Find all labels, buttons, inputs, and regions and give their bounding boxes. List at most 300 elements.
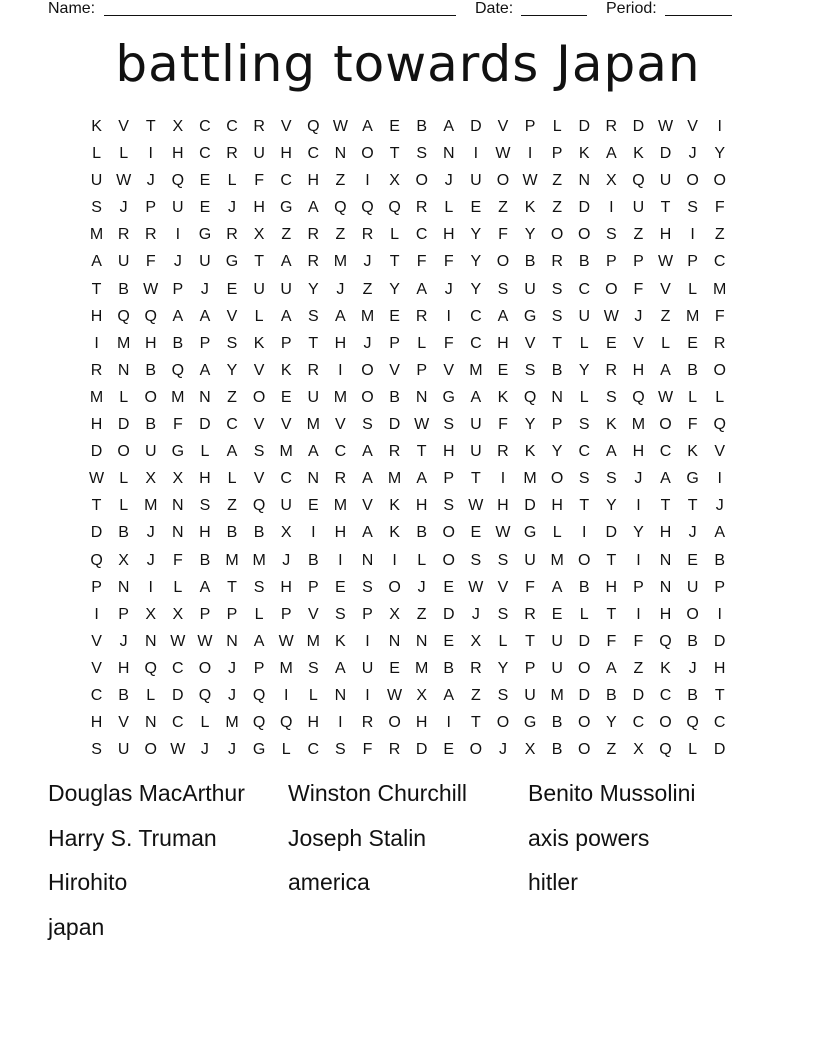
grid-letter[interactable]: P: [362, 605, 373, 623]
grid-letter[interactable]: S: [416, 145, 427, 163]
grid-letter[interactable]: R: [713, 334, 726, 352]
grid-letter[interactable]: J: [282, 551, 291, 569]
grid-letter[interactable]: V: [633, 334, 644, 352]
grid-letter[interactable]: U: [470, 416, 482, 434]
grid-letter[interactable]: J: [119, 632, 128, 650]
grid-letter[interactable]: G: [252, 741, 266, 759]
grid-letter[interactable]: Q: [713, 416, 726, 434]
grid-letter[interactable]: P: [389, 334, 400, 352]
grid-letter[interactable]: Q: [307, 118, 320, 135]
grid-letter[interactable]: O: [496, 714, 510, 732]
grid-letter[interactable]: L: [444, 199, 454, 217]
grid-letter[interactable]: C: [280, 172, 292, 190]
grid-letter[interactable]: K: [91, 118, 102, 135]
grid-letter[interactable]: A: [307, 443, 319, 461]
grid-letter[interactable]: P: [199, 605, 211, 623]
grid-letter[interactable]: I: [283, 686, 289, 704]
grid-letter[interactable]: E: [443, 741, 455, 759]
grid-letter[interactable]: L: [688, 280, 698, 298]
grid-letter[interactable]: L: [146, 686, 156, 704]
grid-letter[interactable]: L: [200, 443, 210, 461]
grid-letter[interactable]: C: [226, 118, 238, 135]
grid-letter[interactable]: J: [634, 307, 643, 325]
grid-letter[interactable]: I: [473, 145, 479, 163]
grid-letter[interactable]: N: [415, 388, 428, 406]
grid-letter[interactable]: M: [360, 307, 375, 325]
grid-letter[interactable]: N: [659, 578, 672, 596]
grid-letter[interactable]: Q: [198, 686, 212, 704]
grid-letter[interactable]: U: [551, 659, 563, 677]
grid-letter[interactable]: F: [443, 334, 454, 352]
grid-letter[interactable]: W: [657, 118, 674, 135]
grid-letter[interactable]: P: [145, 199, 157, 217]
grid-letter[interactable]: A: [199, 307, 211, 325]
grid-letter[interactable]: Q: [252, 497, 266, 515]
grid-letter[interactable]: Y: [551, 443, 563, 461]
grid-letter[interactable]: C: [172, 659, 184, 677]
grid-letter[interactable]: O: [713, 172, 726, 190]
grid-letter[interactable]: A: [714, 524, 726, 542]
grid-letter[interactable]: C: [578, 280, 591, 298]
grid-letter[interactable]: S: [199, 497, 211, 515]
grid-letter[interactable]: V: [524, 334, 536, 352]
grid-letter[interactable]: A: [280, 307, 292, 325]
grid-letter[interactable]: Z: [416, 605, 427, 623]
grid-letter[interactable]: V: [280, 118, 292, 135]
grid-letter[interactable]: W: [522, 172, 538, 190]
grid-letter[interactable]: O: [713, 361, 726, 379]
grid-letter[interactable]: V: [91, 659, 102, 677]
grid-letter[interactable]: O: [578, 741, 591, 759]
grid-letter[interactable]: G: [198, 226, 212, 244]
grid-letter[interactable]: O: [578, 226, 591, 244]
grid-letter[interactable]: B: [118, 524, 129, 542]
grid-letter[interactable]: A: [605, 443, 617, 461]
grid-letter[interactable]: L: [173, 578, 183, 596]
grid-letter[interactable]: D: [524, 497, 536, 515]
grid-letter[interactable]: F: [633, 280, 644, 298]
grid-letter[interactable]: R: [144, 226, 157, 244]
grid-letter[interactable]: J: [228, 741, 237, 759]
grid-letter[interactable]: S: [226, 334, 238, 352]
grid-letter[interactable]: S: [253, 578, 265, 596]
grid-letter[interactable]: B: [118, 686, 129, 704]
grid-letter[interactable]: J: [363, 334, 372, 352]
grid-letter[interactable]: R: [605, 118, 618, 135]
grid-letter[interactable]: M: [225, 551, 239, 569]
grid-letter[interactable]: I: [94, 605, 99, 623]
grid-letter[interactable]: A: [280, 253, 292, 271]
grid-letter[interactable]: F: [525, 578, 535, 596]
grid-letter[interactable]: T: [660, 199, 671, 217]
grid-letter[interactable]: A: [660, 361, 671, 379]
grid-letter[interactable]: W: [468, 497, 484, 515]
grid-letter[interactable]: N: [144, 632, 157, 650]
grid-letter[interactable]: E: [280, 388, 292, 406]
grid-letter[interactable]: E: [389, 118, 400, 135]
grid-letter[interactable]: G: [686, 470, 699, 488]
grid-letter[interactable]: C: [226, 416, 238, 434]
name-blank-line[interactable]: [104, 15, 456, 16]
grid-letter[interactable]: V: [91, 632, 102, 650]
grid-letter[interactable]: W: [387, 686, 403, 704]
grid-letter[interactable]: B: [687, 361, 698, 379]
grid-letter[interactable]: L: [119, 497, 129, 515]
grid-letter[interactable]: A: [470, 388, 482, 406]
grid-letter[interactable]: E: [226, 280, 238, 298]
grid-letter[interactable]: E: [497, 361, 509, 379]
grid-letter[interactable]: V: [443, 361, 455, 379]
grid-letter[interactable]: E: [389, 659, 400, 677]
grid-letter[interactable]: M: [713, 280, 727, 298]
grid-letter[interactable]: L: [281, 741, 291, 759]
grid-letter[interactable]: Z: [633, 659, 644, 677]
grid-letter[interactable]: D: [90, 443, 103, 461]
grid-letter[interactable]: U: [470, 172, 482, 190]
grid-letter[interactable]: W: [278, 632, 294, 650]
grid-letter[interactable]: Z: [552, 199, 563, 217]
grid-letter[interactable]: W: [197, 632, 213, 650]
grid-letter[interactable]: R: [415, 307, 428, 325]
grid-letter[interactable]: L: [92, 145, 101, 163]
grid-letter[interactable]: W: [657, 253, 674, 271]
grid-letter[interactable]: S: [605, 226, 617, 244]
grid-letter[interactable]: J: [688, 659, 697, 677]
grid-letter[interactable]: V: [497, 578, 509, 596]
grid-letter[interactable]: S: [524, 361, 536, 379]
grid-letter[interactable]: T: [145, 118, 156, 135]
grid-letter[interactable]: Z: [227, 497, 237, 515]
grid-letter[interactable]: K: [633, 145, 644, 163]
grid-letter[interactable]: W: [495, 145, 511, 163]
grid-letter[interactable]: H: [713, 659, 726, 677]
grid-letter[interactable]: V: [253, 361, 265, 379]
grid-letter[interactable]: L: [579, 605, 589, 623]
grid-letter[interactable]: P: [524, 118, 536, 135]
grid-letter[interactable]: I: [582, 524, 587, 542]
grid-letter[interactable]: P: [91, 578, 102, 596]
grid-letter[interactable]: H: [307, 714, 320, 732]
grid-letter[interactable]: N: [172, 497, 184, 515]
grid-letter[interactable]: C: [280, 470, 292, 488]
grid-letter[interactable]: Q: [361, 199, 374, 217]
grid-letter[interactable]: U: [686, 578, 699, 596]
grid-letter[interactable]: K: [524, 199, 536, 217]
grid-letter[interactable]: N: [334, 145, 347, 163]
grid-letter[interactable]: F: [254, 172, 264, 190]
grid-letter[interactable]: J: [200, 741, 209, 759]
grid-letter[interactable]: V: [280, 416, 292, 434]
grid-letter[interactable]: S: [253, 443, 265, 461]
grid-letter[interactable]: U: [280, 280, 292, 298]
grid-letter[interactable]: O: [578, 659, 591, 677]
grid-letter[interactable]: X: [145, 470, 157, 488]
grid-letter[interactable]: S: [362, 416, 373, 434]
grid-letter[interactable]: Y: [497, 659, 509, 677]
grid-letter[interactable]: B: [416, 524, 427, 542]
grid-letter[interactable]: B: [524, 253, 536, 271]
grid-letter[interactable]: V: [714, 443, 726, 461]
grid-letter[interactable]: Y: [633, 524, 644, 542]
grid-letter[interactable]: O: [361, 361, 374, 379]
grid-letter[interactable]: O: [496, 172, 510, 190]
grid-letter[interactable]: S: [470, 551, 482, 569]
grid-letter[interactable]: D: [90, 524, 103, 542]
grid-letter[interactable]: I: [527, 145, 533, 163]
grid-letter[interactable]: C: [415, 226, 428, 244]
grid-letter[interactable]: C: [470, 334, 482, 352]
grid-letter[interactable]: N: [361, 551, 374, 569]
grid-letter[interactable]: M: [116, 334, 131, 352]
grid-letter[interactable]: N: [307, 470, 320, 488]
grid-letter[interactable]: R: [551, 253, 563, 271]
grid-letter[interactable]: O: [578, 551, 591, 569]
grid-letter[interactable]: U: [117, 741, 130, 759]
grid-letter[interactable]: P: [605, 253, 617, 271]
grid-letter[interactable]: H: [497, 497, 509, 515]
grid-letter[interactable]: B: [253, 524, 265, 542]
grid-letter[interactable]: T: [227, 578, 237, 596]
grid-letter[interactable]: R: [524, 605, 536, 623]
grid-letter[interactable]: R: [226, 226, 238, 244]
grid-letter[interactable]: M: [89, 388, 104, 406]
grid-letter[interactable]: C: [307, 741, 320, 759]
grid-letter[interactable]: V: [660, 280, 671, 298]
grid-letter[interactable]: R: [307, 361, 320, 379]
grid-letter[interactable]: B: [389, 388, 400, 406]
grid-letter[interactable]: W: [657, 388, 674, 406]
grid-letter[interactable]: J: [363, 253, 372, 271]
grid-letter[interactable]: T: [91, 280, 102, 298]
grid-letter[interactable]: S: [443, 497, 455, 515]
grid-letter[interactable]: B: [578, 253, 590, 271]
grid-letter[interactable]: H: [172, 145, 184, 163]
grid-letter[interactable]: U: [90, 172, 103, 190]
grid-letter[interactable]: I: [338, 714, 343, 732]
grid-letter[interactable]: U: [199, 253, 211, 271]
grid-letter[interactable]: B: [416, 118, 427, 135]
grid-letter[interactable]: X: [416, 686, 427, 704]
grid-letter[interactable]: A: [199, 361, 211, 379]
grid-letter[interactable]: O: [442, 524, 455, 542]
grid-letter[interactable]: O: [252, 388, 266, 406]
grid-letter[interactable]: A: [199, 578, 211, 596]
grid-letter[interactable]: Y: [389, 280, 400, 298]
grid-letter[interactable]: A: [416, 280, 427, 298]
grid-letter[interactable]: J: [471, 605, 480, 623]
grid-letter[interactable]: M: [523, 470, 537, 488]
grid-letter[interactable]: E: [470, 524, 482, 542]
grid-letter[interactable]: Q: [144, 659, 157, 677]
grid-letter[interactable]: S: [497, 280, 509, 298]
grid-letter[interactable]: A: [497, 307, 509, 325]
grid-letter[interactable]: S: [551, 280, 563, 298]
grid-letter[interactable]: O: [659, 714, 672, 732]
grid-letter[interactable]: F: [362, 741, 373, 759]
grid-letter[interactable]: V: [253, 416, 265, 434]
grid-letter[interactable]: S: [335, 605, 346, 623]
grid-letter[interactable]: T: [687, 497, 698, 515]
grid-letter[interactable]: A: [443, 118, 455, 135]
grid-letter[interactable]: M: [387, 470, 402, 488]
grid-letter[interactable]: Z: [335, 226, 346, 244]
grid-letter[interactable]: D: [578, 118, 591, 135]
grid-letter[interactable]: W: [414, 416, 430, 434]
grid-letter[interactable]: I: [636, 605, 641, 623]
grid-letter[interactable]: G: [225, 253, 239, 271]
grid-letter[interactable]: C: [470, 307, 482, 325]
grid-letter[interactable]: L: [227, 470, 237, 488]
grid-letter[interactable]: F: [416, 253, 427, 271]
grid-letter[interactable]: I: [717, 118, 722, 135]
grid-letter[interactable]: N: [334, 686, 347, 704]
grid-letter[interactable]: J: [417, 578, 426, 596]
grid-letter[interactable]: B: [551, 361, 563, 379]
grid-letter[interactable]: D: [470, 118, 482, 135]
grid-letter[interactable]: V: [118, 714, 129, 732]
grid-letter[interactable]: H: [632, 443, 645, 461]
grid-letter[interactable]: T: [416, 443, 427, 461]
grid-letter[interactable]: K: [335, 632, 346, 650]
grid-letter[interactable]: O: [415, 172, 428, 190]
grid-letter[interactable]: V: [335, 416, 346, 434]
grid-letter[interactable]: C: [334, 443, 347, 461]
grid-letter[interactable]: E: [443, 632, 455, 650]
grid-letter[interactable]: M: [306, 632, 320, 650]
grid-letter[interactable]: U: [470, 443, 482, 461]
grid-letter[interactable]: Z: [362, 280, 373, 298]
grid-letter[interactable]: Q: [632, 172, 645, 190]
grid-letter[interactable]: R: [226, 145, 238, 163]
grid-letter[interactable]: O: [686, 605, 699, 623]
grid-letter[interactable]: D: [578, 199, 591, 217]
grid-letter[interactable]: Z: [227, 388, 237, 406]
grid-letter[interactable]: Y: [470, 253, 482, 271]
grid-letter[interactable]: E: [389, 307, 400, 325]
grid-letter[interactable]: S: [443, 416, 455, 434]
grid-letter[interactable]: I: [446, 714, 451, 732]
grid-letter[interactable]: H: [497, 334, 509, 352]
grid-letter[interactable]: B: [199, 551, 211, 569]
grid-letter[interactable]: X: [633, 741, 644, 759]
grid-letter[interactable]: O: [659, 416, 672, 434]
grid-letter[interactable]: K: [605, 416, 617, 434]
grid-letter[interactable]: W: [495, 524, 511, 542]
grid-letter[interactable]: U: [551, 632, 563, 650]
grid-letter[interactable]: G: [523, 307, 537, 325]
grid-letter[interactable]: R: [117, 226, 130, 244]
grid-letter[interactable]: V: [362, 497, 373, 515]
grid-letter[interactable]: K: [389, 497, 400, 515]
grid-letter[interactable]: Z: [470, 686, 481, 704]
grid-letter[interactable]: S: [578, 416, 590, 434]
grid-letter[interactable]: W: [170, 632, 186, 650]
grid-letter[interactable]: D: [578, 632, 591, 650]
grid-letter[interactable]: Z: [281, 226, 292, 244]
grid-letter[interactable]: U: [524, 686, 536, 704]
grid-letter[interactable]: G: [279, 199, 293, 217]
grid-letter[interactable]: S: [605, 388, 617, 406]
grid-letter[interactable]: T: [389, 253, 400, 271]
grid-letter[interactable]: I: [365, 686, 370, 704]
grid-letter[interactable]: T: [91, 497, 102, 515]
grid-letter[interactable]: O: [388, 578, 401, 596]
grid-letter[interactable]: P: [416, 361, 427, 379]
grid-letter[interactable]: P: [687, 253, 698, 271]
grid-letter[interactable]: L: [579, 334, 589, 352]
grid-letter[interactable]: H: [199, 524, 211, 542]
grid-letter[interactable]: M: [89, 226, 104, 244]
grid-letter[interactable]: J: [444, 172, 453, 190]
grid-letter[interactable]: S: [497, 605, 509, 623]
grid-letter[interactable]: C: [713, 714, 726, 732]
grid-letter[interactable]: X: [605, 172, 617, 190]
grid-letter[interactable]: I: [446, 307, 451, 325]
grid-letter[interactable]: T: [470, 470, 481, 488]
grid-letter[interactable]: T: [254, 253, 264, 271]
grid-letter[interactable]: R: [307, 253, 320, 271]
grid-letter[interactable]: C: [90, 686, 103, 704]
grid-letter[interactable]: G: [523, 714, 537, 732]
grid-letter[interactable]: D: [713, 741, 726, 759]
grid-letter[interactable]: C: [659, 686, 672, 704]
grid-letter[interactable]: O: [469, 741, 483, 759]
grid-letter[interactable]: J: [146, 551, 155, 569]
grid-letter[interactable]: Z: [714, 226, 725, 244]
grid-letter[interactable]: F: [443, 253, 454, 271]
grid-letter[interactable]: U: [172, 199, 184, 217]
grid-letter[interactable]: K: [253, 334, 265, 352]
grid-letter[interactable]: W: [116, 172, 132, 190]
grid-letter[interactable]: Z: [606, 741, 617, 759]
grid-letter[interactable]: S: [91, 199, 102, 217]
grid-letter[interactable]: U: [659, 172, 672, 190]
grid-letter[interactable]: H: [442, 443, 455, 461]
grid-letter[interactable]: J: [444, 280, 453, 298]
grid-letter[interactable]: H: [605, 578, 618, 596]
grid-letter[interactable]: N: [415, 632, 428, 650]
grid-letter[interactable]: N: [172, 524, 184, 542]
grid-letter[interactable]: A: [335, 659, 346, 677]
grid-letter[interactable]: A: [226, 443, 238, 461]
grid-letter[interactable]: N: [578, 172, 591, 190]
grid-letter[interactable]: R: [388, 443, 401, 461]
grid-letter[interactable]: V: [307, 605, 319, 623]
grid-letter[interactable]: H: [90, 307, 103, 325]
grid-letter[interactable]: D: [605, 524, 618, 542]
grid-letter[interactable]: V: [118, 118, 129, 135]
grid-letter[interactable]: H: [334, 524, 347, 542]
grid-letter[interactable]: S: [497, 551, 509, 569]
grid-letter[interactable]: S: [307, 307, 319, 325]
grid-letter[interactable]: Z: [552, 172, 563, 190]
grid-letter[interactable]: T: [606, 551, 617, 569]
grid-letter[interactable]: I: [311, 524, 316, 542]
grid-letter[interactable]: B: [551, 714, 563, 732]
grid-letter[interactable]: K: [578, 145, 590, 163]
grid-letter[interactable]: A: [416, 470, 427, 488]
grid-letter[interactable]: X: [470, 632, 482, 650]
grid-letter[interactable]: M: [252, 551, 266, 569]
grid-letter[interactable]: A: [362, 524, 373, 542]
grid-letter[interactable]: H: [415, 714, 428, 732]
grid-letter[interactable]: R: [497, 443, 509, 461]
grid-letter[interactable]: I: [94, 334, 99, 352]
grid-letter[interactable]: Y: [470, 280, 482, 298]
grid-letter[interactable]: F: [498, 226, 508, 244]
grid-letter[interactable]: B: [118, 280, 129, 298]
grid-letter[interactable]: G: [171, 443, 185, 461]
